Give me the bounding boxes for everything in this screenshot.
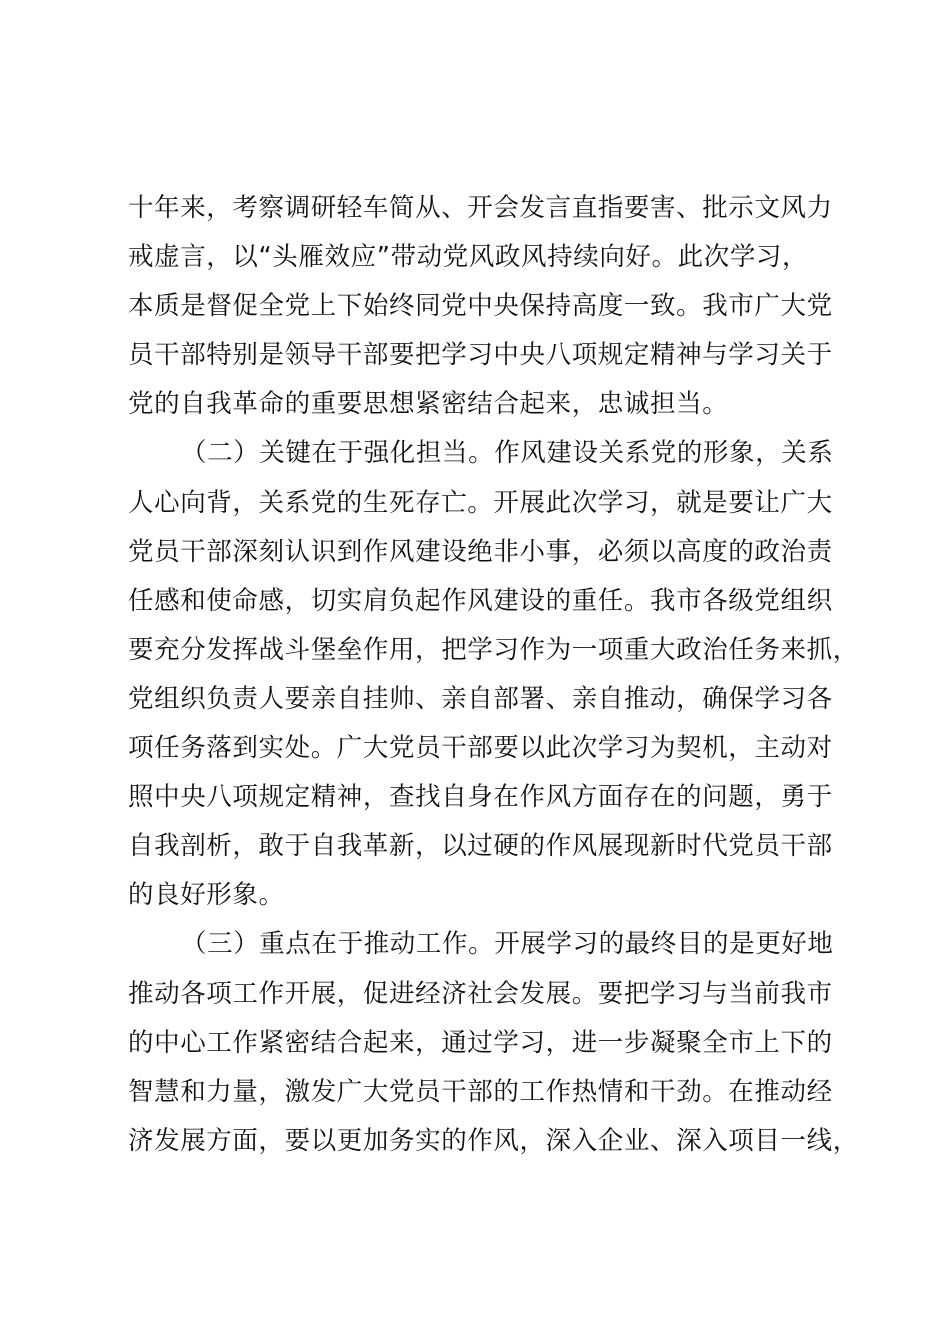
paragraph-2 bbox=[128, 429, 859, 920]
text-line: 项任务落到实处。广大党员干部要以此次学习为契机，主动对 bbox=[128, 733, 833, 764]
text-line: 照中央八项规定精神，查找自身在作风方面存在的问题，勇于 bbox=[128, 782, 833, 813]
text-line: 的中心工作紧密结合起来，通过学习，进一步凝聚全市上下的 bbox=[128, 1027, 833, 1058]
text-line: 智慧和力量，激发广大党员干部的工作热情和干劲。在推动经 bbox=[128, 1076, 833, 1107]
document-body bbox=[128, 184, 859, 1166]
text-line: 本质是督促全党上下始终同党中央保持高度一致。我市广大党 bbox=[128, 291, 833, 322]
text-line: 任感和使命感，切实肩负起作风建设的重任。我市各级党组织 bbox=[128, 585, 833, 616]
paragraph-1 bbox=[128, 184, 838, 429]
text-line: （三）重点在于推动工作。开展学习的最终目的是更好地 bbox=[181, 929, 834, 960]
text-line: 员干部特别是领导干部要把学习中央八项规定精神与学习关于 bbox=[128, 340, 833, 371]
text-line: 党的自我革命的重要思想紧密结合起来，忠诚担当。 bbox=[128, 389, 729, 420]
text-line: 人心向背，关系党的生死存亡。开展此次学习，就是要让广大 bbox=[128, 487, 833, 518]
text-line: 自我剖析，敢于自我革新，以过硬的作风展现新时代党员干部 bbox=[128, 831, 833, 862]
text-line: 济发展方面，要以更加务实的作风，深入企业、深入项目一线， bbox=[128, 1125, 859, 1156]
text-line: 的良好形象。 bbox=[128, 880, 285, 911]
text-line: （二）关键在于强化担当。作风建设关系党的形象，关系 bbox=[181, 438, 834, 469]
paragraph-3 bbox=[128, 920, 859, 1165]
text-line: 党组织负责人要亲自挂帅、亲自部署、亲自推动，确保学习各 bbox=[128, 683, 833, 714]
text-line: 推动各项工作开展，促进经济社会发展。要把学习与当前我市 bbox=[128, 978, 833, 1009]
text-line: 十年来，考察调研轻车简从、开会发言直指要害、批示文风力 bbox=[128, 193, 833, 223]
text-line: 党员干部深刻认识到作风建设绝非小事，必须以高度的政治责 bbox=[128, 536, 833, 567]
text-line: 戒虚言，以“头雁效应”带动党风政风持续向好。此次学习， bbox=[128, 242, 809, 273]
text-line: 要充分发挥战斗堡垒作用，把学习作为一项重大政治任务来抓， bbox=[128, 634, 859, 665]
